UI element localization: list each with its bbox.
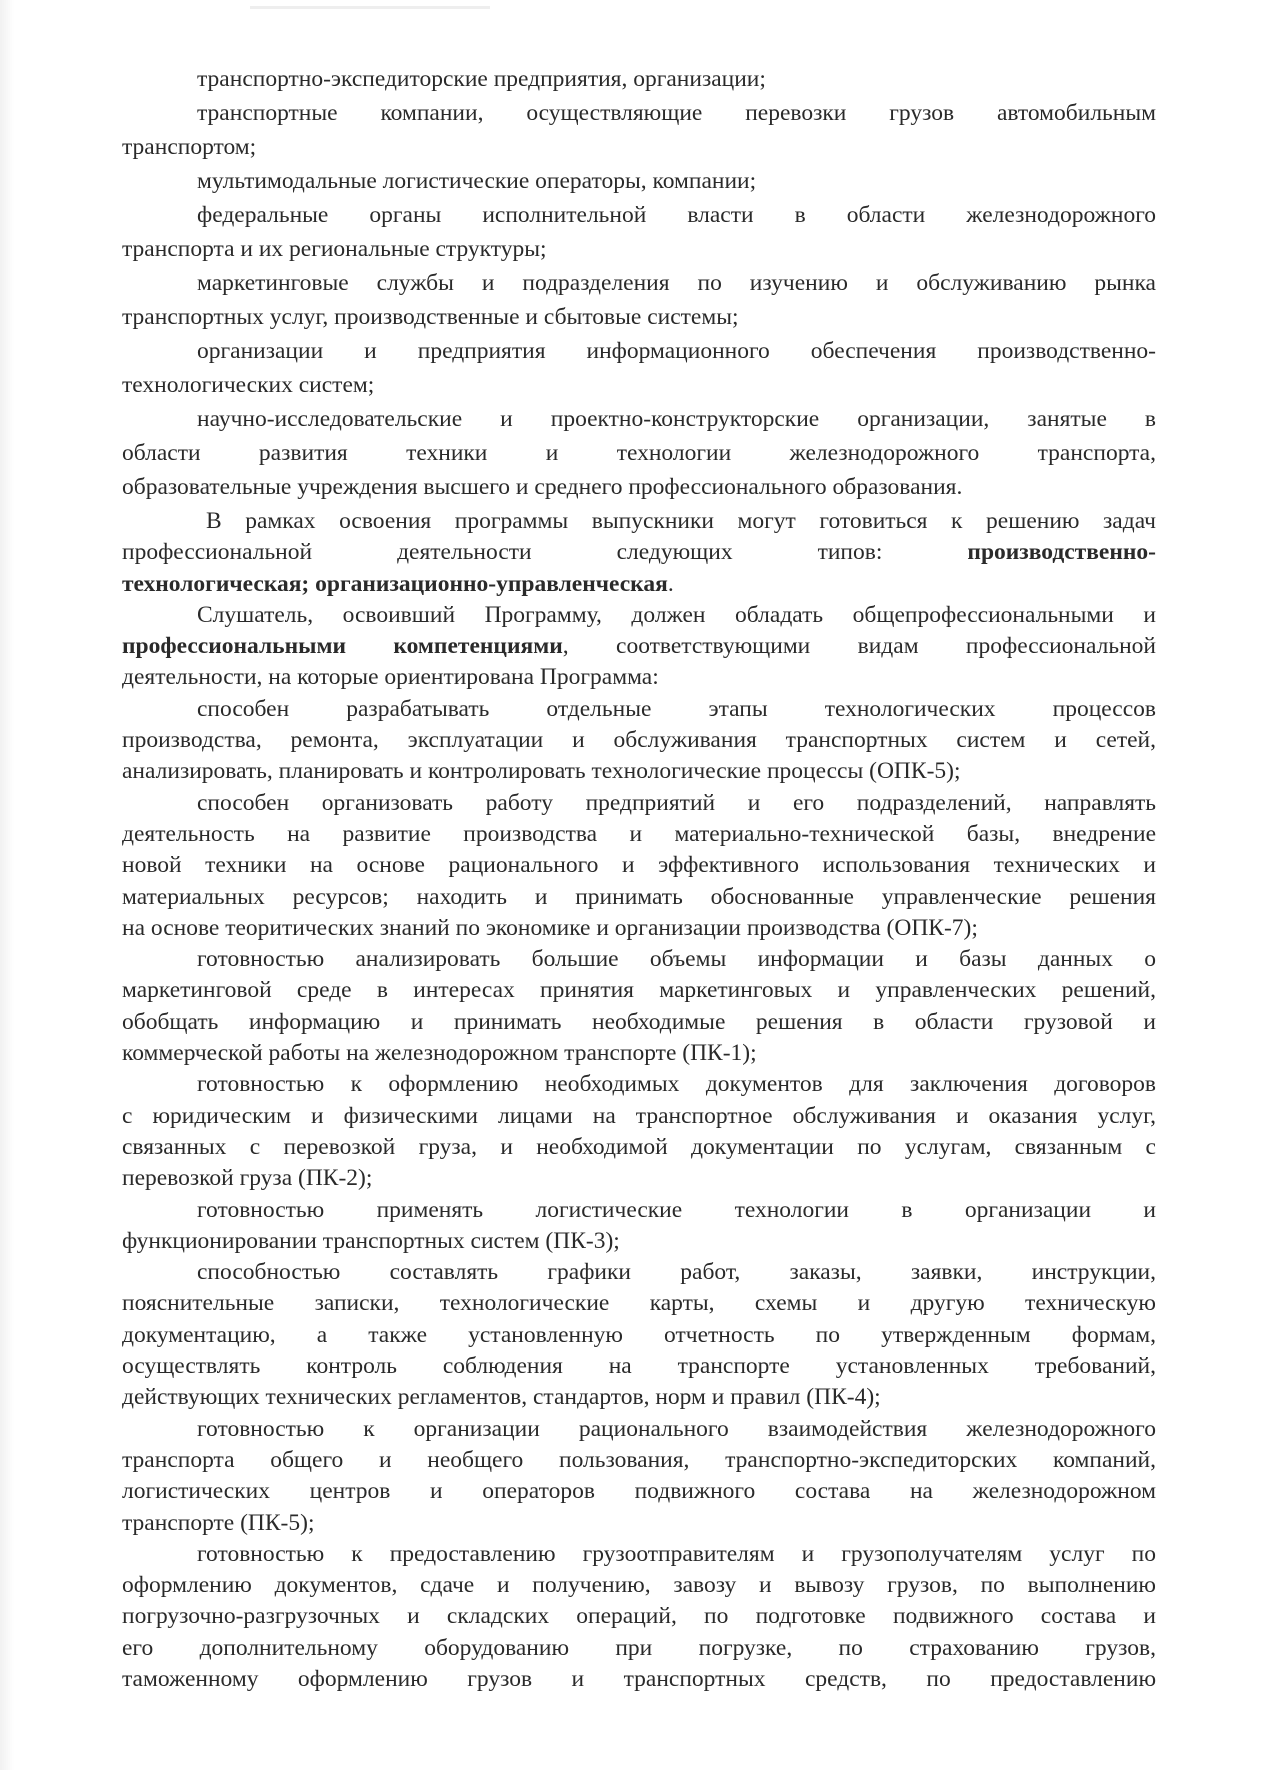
text-line [122,266,1156,300]
text-segment: производства, ремонта, эксплуатации и обслуживания транспортных систем и сетей, [122,727,1156,754]
text-line [122,1132,1156,1163]
paragraph [122,600,1156,694]
text-segment: перевозкой груза (ПК-2); [122,1165,373,1192]
text-segment: готовностью анализировать большие объемы информации и базы данных о [197,946,1156,973]
paragraph [122,1069,1156,1194]
text-line [122,1069,1156,1100]
text-segment: федеральные органы исполнительной власти в области железнодорожного [197,202,1156,228]
text-segment: деятельности, на которые ориентирована Программа: [122,664,659,691]
text-segment: технологических систем; [122,372,375,398]
bold-text: технологическая; организационно-управленческая [122,570,668,597]
text-line [122,1101,1156,1132]
text-line [122,1539,1156,1570]
text-segment: готовностью к организации рационального взаимодействия железнодорожного [197,1415,1156,1442]
text-line [122,300,1156,334]
text-segment: связанных с перевозкой груза, и необходимой документации по услугам, связанным с [122,1133,1156,1160]
text-segment: коммерческой работы на железнодорожном транспорте (ПК-1); [122,1040,757,1067]
text-line [122,944,1156,975]
text-segment: таможенному оформлению грузов и транспортных средств, по предоставлению [122,1665,1156,1692]
text-segment: материальных ресурсов; находить и принимать обоснованные управленческие решения [122,883,1156,910]
text-segment: с юридическим и физическими лицами на транспортное обслуживания и оказания услуг, [122,1102,1156,1129]
text-line [122,368,1156,402]
paragraph [122,266,1156,334]
text-line [122,537,1156,568]
text-segment: действующих технических регламентов, стандартов, норм и правил (ПК-4); [122,1384,881,1411]
text-segment: готовностью к оформлению необходимых документов для заключения договоров [197,1071,1156,1098]
text-line [122,725,1156,756]
text-line [122,232,1156,266]
text-segment: деятельность на развитие производства и материально-технической базы, внедрение [122,820,1156,847]
text-line [122,1320,1156,1351]
paragraph [122,1539,1156,1695]
competencies-section [122,506,1156,1695]
text-segment: маркетинговой среде в интересах принятия маркетинговых и управленческих решений, [122,977,1156,1004]
text-line [122,662,1156,693]
text-line [122,62,1156,96]
text-line [122,506,1156,537]
paragraph [122,1195,1156,1258]
text-segment: Слушатель, освоивший Программу, должен обладать общепрофессиональными и [197,601,1156,628]
text-segment: транспорта общего и необщего пользования, транспортно-экспедиторских компаний, [122,1446,1156,1473]
paragraph [122,788,1156,944]
paragraph [122,334,1156,402]
text-line [122,1633,1156,1664]
text-segment: организации и предприятия информационного обеспечения производственно- [197,338,1156,364]
text-segment: логистических центров и операторов подвижного состава на железнодорожном [122,1478,1156,1505]
text-segment: . [667,570,674,597]
text-line [122,694,1156,725]
paragraph [122,694,1156,788]
scan-edge [0,0,14,1770]
text-segment: транспортно-экспедиторские предприятия, организации; [197,66,766,92]
organizations-list [122,62,1156,504]
text-line [122,334,1156,368]
text-segment: , соответствующими видам профессиональной [562,633,1156,660]
paragraph [122,402,1156,504]
text-line [122,1476,1156,1507]
text-segment: на основе теоритических знаний по экономике и организации производства (ОПК-7); [122,914,978,941]
text-line [122,1195,1156,1226]
text-line [122,1664,1156,1695]
text-segment: готовностью применять логистические технологии в организации и [197,1196,1156,1223]
paragraph [122,506,1156,600]
paragraph [122,62,1156,96]
text-line [122,1508,1156,1539]
text-segment: функционировании транспортных систем (ПК-3); [122,1227,620,1254]
text-segment: его дополнительному оборудованию при погрузке, по страхованию грузов, [122,1634,1156,1661]
paragraph [122,96,1156,164]
text-segment: готовностью к предоставлению грузоотправителям и грузополучателям услуг по [197,1540,1156,1567]
text-segment: образовательные учреждения высшего и среднего профессионального образования. [122,474,963,500]
text-segment: научно-исследовательские и проектно-конструкторские организации, занятые в [197,406,1156,432]
text-line [122,470,1156,504]
text-segment: оформлению документов, сдаче и получению, завозу и вывозу грузов, по выполнению [122,1572,1156,1599]
text-line [122,1163,1156,1194]
text-line [122,164,1156,198]
text-segment: маркетинговые службы и подразделения по изучению и обслуживанию рынка [197,270,1156,296]
text-line [122,819,1156,850]
text-segment: новой техники на основе рационального и эффективного использования технических и [122,852,1156,879]
text-line [122,913,1156,944]
text-line [122,1414,1156,1445]
text-segment: транспорте (ПК-5); [122,1509,315,1536]
text-line [122,1288,1156,1319]
text-segment: пояснительные записки, технологические карты, схемы и другую техническую [122,1290,1156,1317]
text-segment: транспортных услуг, производственные и сбытовые системы; [122,304,739,330]
text-segment: транспортом; [122,134,257,160]
text-line [122,96,1156,130]
text-line [122,600,1156,631]
text-segment: осуществлять контроль соблюдения на транспорте установленных требований, [122,1353,1156,1380]
text-line [122,1382,1156,1413]
paragraph [122,944,1156,1069]
text-line [122,631,1156,662]
text-line [122,1038,1156,1069]
text-segment: документацию, а также установленную отчетность по утвержденным формам, [122,1321,1156,1348]
text-segment: способен разрабатывать отдельные этапы технологических процессов [197,695,1156,722]
text-line [122,1007,1156,1038]
bold-text: профессиональными компетенциями [122,633,563,660]
text-line [122,402,1156,436]
text-segment: транспортные компании, осуществляющие перевозки грузов автомобильным [197,100,1156,126]
paragraph [122,198,1156,266]
text-line [122,1601,1156,1632]
text-line [122,130,1156,164]
text-segment: области развития техники и технологии железнодорожного транспорта, [122,440,1156,466]
text-segment: анализировать, планировать и контролировать технологические процессы (ОПК-5); [122,758,961,785]
text-line [122,882,1156,913]
text-segment: способен организовать работу предприятий и его подразделений, направлять [197,789,1156,816]
text-line [122,1445,1156,1476]
text-line [122,436,1156,470]
text-segment: способностью составлять графики работ, заказы, заявки, инструкции, [197,1259,1156,1286]
text-line [122,756,1156,787]
text-segment: транспорта и их региональные структуры; [122,236,547,262]
text-segment: В рамках освоения программы выпускники могут готовиться к решению задач [206,508,1156,534]
text-line [122,1226,1156,1257]
text-segment: обобщать информацию и принимать необходимые решения в области грузовой и [122,1008,1156,1035]
text-segment: погрузочно-разгрузочных и складских операций, по подготовке подвижного состава и [122,1603,1156,1630]
text-line [122,975,1156,1006]
scan-artifact [250,6,490,9]
paragraph [122,164,1156,198]
text-line [122,1257,1156,1288]
text-line [122,788,1156,819]
text-segment: мультимодальные логистические операторы, компании; [197,168,757,194]
text-line [122,850,1156,881]
paragraph [122,1257,1156,1413]
text-line [122,1351,1156,1382]
text-line [122,1570,1156,1601]
text-segment: профессиональной деятельности следующих типов: [122,539,968,566]
paragraph [122,1414,1156,1539]
text-line [122,198,1156,232]
bold-text: производственно- [967,539,1156,566]
text-line [122,569,1156,600]
